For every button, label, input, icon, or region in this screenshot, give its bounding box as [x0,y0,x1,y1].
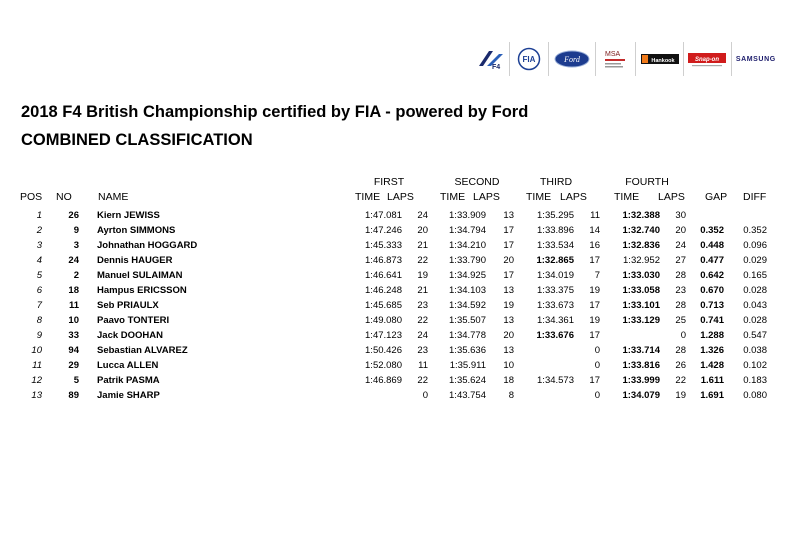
cell-gap: 0.352 [700,225,724,236]
cell-diff: 0.029 [743,255,767,266]
cell-time-3: 1:33.673 [537,300,574,311]
table-row [0,328,800,343]
cell-laps-1: 22 [417,375,428,386]
cell-time-4: 1:33.058 [622,285,660,296]
cell-time-4: 1:32.740 [622,225,660,236]
cell-no: 5 [73,375,79,386]
cell-laps-4: 25 [675,315,686,326]
cell-laps-1: 23 [417,345,428,356]
cell-name: Kiern JEWISS [97,210,160,221]
cell-diff: 0.102 [743,360,767,371]
cell-time-3: 1:34.361 [537,315,574,326]
cell-no: 33 [68,330,79,341]
cell-laps-4: 28 [675,270,686,281]
cell-time-1: 1:46.873 [365,255,402,266]
cell-name: Manuel SULAIMAN [97,270,183,281]
cell-no: 2 [73,270,79,281]
cell-time-2: 1:35.636 [449,345,486,356]
cell-laps-1: 11 [418,360,428,371]
cell-time-3: 1:33.534 [537,240,574,251]
cell-laps-2: 18 [503,375,514,386]
col-time-1: TIME [355,191,381,203]
cell-diff: 0.352 [743,225,767,236]
cell-name: Jack DOOHAN [97,330,163,341]
cell-time-3: 1:32.865 [536,255,574,266]
cell-time-4: 1:33.129 [622,315,660,326]
cell-time-2: 1:34.925 [449,270,486,281]
cell-diff: 0.043 [743,300,767,311]
cell-no: 24 [68,255,79,266]
cell-time-2: 1:34.210 [449,240,486,251]
col-laps-3: LAPS [560,191,587,203]
cell-laps-1: 21 [417,285,428,296]
col-laps-1: LAPS [387,191,414,203]
cell-pos: 6 [36,285,42,296]
cell-laps-3: 0 [594,360,600,371]
cell-laps-4: 28 [675,345,686,356]
cell-gap: 1.326 [700,345,724,356]
cell-laps-3: 19 [589,315,600,326]
table-row [0,343,800,358]
ford-logo [549,42,597,76]
cell-name: Dennis HAUGER [97,255,173,266]
cell-pos: 5 [36,270,42,281]
fia-logo [510,42,548,76]
cell-laps-3: 11 [590,210,600,221]
table-row [0,283,800,298]
cell-time-1: 1:52.080 [365,360,402,371]
cell-laps-3: 17 [589,330,600,341]
cell-name: Ayrton SIMMONS [97,225,176,236]
cell-laps-3: 17 [589,255,600,266]
cell-time-4: 1:33.816 [622,360,660,371]
cell-pos: 11 [32,360,42,371]
cell-no: 10 [68,315,79,326]
group-first: FIRST [373,176,405,188]
cell-time-2: 1:33.790 [449,255,486,266]
cell-laps-2: 8 [508,390,514,401]
samsung-logo-text: SAMSUNG [735,55,776,63]
cell-time-1: 1:46.641 [365,270,402,281]
col-time-3: TIME [526,191,552,203]
cell-laps-1: 24 [417,330,428,341]
cell-laps-4: 0 [680,330,686,341]
cell-laps-4: 26 [675,360,686,371]
cell-gap: 1.428 [700,360,724,371]
cell-laps-2: 10 [503,360,514,371]
table-row [0,358,800,373]
cell-time-1: 1:50.426 [365,345,402,356]
cell-no: 9 [73,225,79,236]
col-laps-4: LAPS [658,191,685,203]
col-time-4: TIME [614,191,640,203]
cell-laps-3: 16 [589,240,600,251]
table-row [0,238,800,253]
col-no: NO [56,191,72,203]
col-gap: GAP [705,191,728,203]
col-name: NAME [98,191,129,203]
cell-laps-2: 19 [503,300,514,311]
cell-time-2: 1:34.592 [449,300,486,311]
cell-gap: 1.691 [700,390,724,401]
msa-logo [596,42,636,76]
cell-no: 18 [68,285,79,296]
fia-logo-text: FIA [522,55,536,64]
cell-no: 26 [68,210,79,221]
cell-laps-2: 13 [503,285,514,296]
col-laps-2: LAPS [473,191,500,203]
cell-gap: 0.670 [700,285,724,296]
cell-time-2: 1:43.754 [449,390,486,401]
cell-laps-2: 17 [503,225,514,236]
group-second: SECOND [454,176,500,188]
cell-pos: 4 [36,255,42,266]
cell-name: Sebastian ALVAREZ [97,345,188,356]
cell-name: Seb PRIAULX [97,300,159,311]
cell-gap: 0.713 [700,300,724,311]
cell-laps-4: 30 [675,210,686,221]
cell-laps-4: 28 [675,300,686,311]
cell-time-4: 1:32.388 [622,210,660,221]
table-row [0,313,800,328]
table-row [0,373,800,388]
cell-no: 29 [68,360,79,371]
cell-pos: 1 [36,210,42,221]
cell-time-3: 1:34.019 [537,270,574,281]
cell-diff: 0.183 [743,375,767,386]
cell-time-3: 1:35.295 [537,210,574,221]
f4-logo [470,42,510,76]
cell-time-1: 1:45.333 [365,240,402,251]
cell-laps-1: 21 [417,240,428,251]
cell-diff: 0.028 [743,285,767,296]
cell-gap: 0.477 [700,255,724,266]
cell-laps-2: 20 [503,330,514,341]
cell-laps-4: 22 [675,375,686,386]
table-row [0,298,800,313]
cell-gap: 1.611 [700,375,724,386]
cell-time-4: 1:34.079 [622,390,660,401]
cell-laps-2: 13 [503,345,514,356]
cell-laps-2: 17 [503,270,514,281]
f4-logo-text: F4 [491,64,500,70]
cell-no: 94 [68,345,79,356]
cell-laps-4: 20 [675,225,686,236]
cell-laps-4: 24 [675,240,686,251]
cell-time-2: 1:34.794 [449,225,486,236]
cell-time-3: 1:34.573 [537,375,574,386]
cell-pos: 13 [31,390,42,401]
cell-time-1: 1:47.246 [365,225,402,236]
table-row [0,223,800,238]
cell-name: Jamie SHARP [97,390,160,401]
cell-laps-2: 13 [503,210,514,221]
cell-laps-1: 0 [422,390,428,401]
cell-time-2: 1:34.103 [449,285,486,296]
cell-gap: 1.288 [700,330,724,341]
cell-pos: 12 [31,375,42,386]
cell-no: 3 [73,240,79,251]
cell-laps-1: 20 [417,225,428,236]
cell-time-2: 1:35.911 [449,360,486,371]
cell-laps-3: 7 [594,270,600,281]
ford-logo-text: Ford [564,55,580,64]
cell-pos: 3 [36,240,42,251]
samsung-logo [732,42,780,76]
cell-laps-3: 0 [594,345,600,356]
cell-name: Hampus ERICSSON [97,285,187,296]
document-title: 2018 F4 British Championship certified by FIA - powered by Ford [21,103,529,121]
cell-name: Johnathan HOGGARD [97,240,198,251]
msa-logo-text: MSA [604,51,620,58]
cell-time-1: 1:49.080 [365,315,402,326]
cell-time-2: 1:33.909 [449,210,486,221]
cell-diff: 0.547 [743,330,767,341]
cell-time-2: 1:34.778 [449,330,486,341]
cell-laps-1: 22 [417,255,428,266]
cell-laps-3: 17 [589,300,600,311]
cell-pos: 9 [36,330,42,341]
col-time-2: TIME [440,191,466,203]
cell-gap: 0.741 [700,315,724,326]
cell-laps-1: 19 [417,270,428,281]
table-row [0,268,800,283]
cell-laps-4: 27 [675,255,686,266]
cell-time-3: 1:33.896 [537,225,574,236]
cell-laps-2: 17 [503,240,514,251]
cell-laps-3: 17 [589,375,600,386]
cell-diff: 0.080 [743,390,767,401]
table-row [0,253,800,268]
cell-time-1: 1:46.869 [365,375,402,386]
cell-laps-4: 23 [675,285,686,296]
cell-time-3: 1:33.375 [537,285,574,296]
table-row [0,388,800,403]
cell-diff: 0.038 [743,345,767,356]
cell-no: 11 [68,300,79,311]
cell-time-1: 1:45.685 [365,300,402,311]
table-row [0,208,800,223]
snapon-logo-text: Snap-on [695,57,720,63]
cell-diff: 0.028 [743,315,767,326]
cell-time-4: 1:33.714 [622,345,660,356]
cell-name: Paavo TONTERI [97,315,170,326]
cell-time-2: 1:35.507 [449,315,486,326]
cell-gap: 0.448 [700,240,724,251]
cell-time-3: 1:33.676 [536,330,574,341]
cell-time-1: 1:47.081 [365,210,402,221]
cell-pos: 7 [36,300,42,311]
cell-time-4: 1:33.999 [622,375,660,386]
cell-laps-1: 24 [417,210,428,221]
cell-diff: 0.165 [743,270,767,281]
col-pos: POS [20,191,43,203]
cell-name: Patrik PASMA [97,375,160,386]
cell-no: 89 [68,390,79,401]
cell-name: Lucca ALLEN [97,360,159,371]
cell-laps-2: 20 [503,255,514,266]
cell-gap: 0.642 [700,270,724,281]
cell-laps-3: 14 [589,225,600,236]
cell-pos: 2 [36,225,42,236]
cell-time-4: 1:33.101 [622,300,660,311]
cell-laps-2: 13 [503,315,514,326]
classification-table [0,208,800,403]
cell-time-1: 1:47.123 [365,330,402,341]
classification-title: COMBINED CLASSIFICATION [21,131,253,149]
cell-laps-1: 22 [417,315,428,326]
group-third: THIRD [539,176,573,188]
group-fourth: FOURTH [625,176,669,188]
cell-laps-3: 19 [589,285,600,296]
cell-time-2: 1:35.624 [449,375,486,386]
col-diff: DIFF [743,191,767,203]
cell-pos: 10 [31,345,42,356]
sponsor-logos [470,38,780,80]
hankook-logo-text: Hankook [651,58,675,64]
snapon-logo [684,42,732,76]
cell-pos: 8 [36,315,42,326]
cell-laps-1: 23 [417,300,428,311]
hankook-logo [636,42,684,76]
cell-time-1: 1:46.248 [365,285,402,296]
cell-laps-4: 19 [675,390,686,401]
cell-laps-3: 0 [594,390,600,401]
cell-time-4: 1:32.836 [622,240,660,251]
cell-time-4: 1:33.030 [622,270,660,281]
cell-diff: 0.096 [743,240,767,251]
cell-time-4: 1:32.952 [623,255,660,266]
